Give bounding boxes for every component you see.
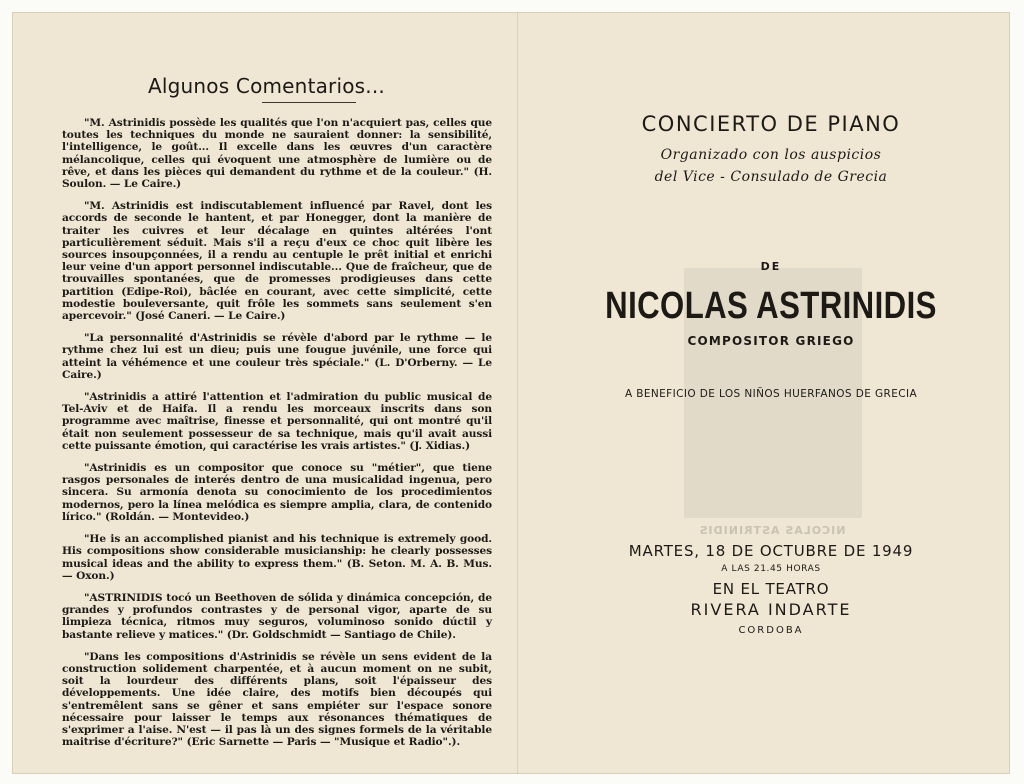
comments-panel: [62, 72, 492, 758]
benefit-line: A BENEFICIO DE LOS NIÑOS HUERFANOS DE GRECIA: [624, 388, 918, 400]
venue-name: RIVERA INDARTE: [690, 600, 852, 619]
comment-seton: "He is an accomplished pianist and his technique is extremely good. His compositions show considerable musicianship: he clearly possesses musical ideas and the ability to express them." (B. Seton. M. A. B. Mus. — Oxon.): [62, 533, 492, 582]
auspices-line-1: Organizado con los auspicios: [660, 147, 882, 163]
show-through-caption: NICOLAS ASTRINIDIS: [698, 524, 846, 537]
program-sheet: [12, 12, 1010, 774]
concert-date: MARTES, 18 DE OCTUBRE DE 1949: [628, 542, 914, 560]
comment-xidias: "Astrinidis a attiré l'attention et l'admiration du public musical de Tel-Aviv et de Haifa. Il a rendu les morceaux inscrits dans son programme avec maîtrise, finesse et personnalité, qui ont montré qu'il était non seulement possesseur de sa technique, mais qu'il avait aussi cette puissante émotion, qui caractérise les vrais artistes." (J. Xidias.): [62, 391, 492, 452]
title-underline: [262, 102, 356, 103]
comment-sarnette: "Dans les compositions d'Astrinidis se révèle un sens evident de la construction solidement charpentée, et à aucun moment on ne subit, soit la lourdeur des différents plans, soit l'épaisseur des développements. Une idée claire, des motifs bien découpés qui s'entremêlent sans se gêner et sans empiéter sur l'espace sonore nécessaire pour laisser le temps aux résonances thématiques de s'exprimer a l'aise. N'est — il pas là un des signes formels de la véritable maitrise d'écriture?" (Eric Sarnette — Paris — "Musique et Radio".).: [62, 650, 492, 749]
comment-soulon: "M. Astrinidis possède les qualités que l'on n'acquiert pas, celles que toutes les techniques du monde ne sauraient donner: la sensibilité, l'intelligence, le goût... Il excelle dans les œuvres d'un caractère mélancolique, celles qui évoquent une atmosphère de lumière ou de rêve, et dans les pièces qui demandent du rythme et de la couleur." (H. Soulon. — Le Caire.): [62, 117, 492, 191]
comment-dorberny: "La personnalité d'Astrinidis se révèle d'abord par le rythme — le rythme chez lui est un dieu; puis une fougue juvénile, une force qui atteint la véhémence et une couleur très spéciale." (L. D'Orberny. — Le Caire.): [62, 332, 492, 381]
city: CORDOBA: [738, 625, 804, 636]
concert-title: CONCIERTO DE PIANO: [641, 112, 901, 136]
venue-line-1: EN EL TEATRO: [712, 580, 830, 598]
comment-caneri: "M. Astrinidis est indiscutablement influencé par Ravel, dont les accords de seconde le hantent, et par Honegger, dont la manière de traiter les cuivres et leur décalage en quintes altérées l'ont particulièrement séduit. Mais s'il a reçu d'eux ce choc quit libère les sources insoupçonnées, il a rendu au centuple le prêt initial et enrichi leur veine d'un apport personnel indiscutable... Que de fraîcheur, que de trouvailles spontanées, que de promesses prodigieuses dans cette partition (Edipe-Roi), bâclée en courant, avec cette simplicité, cette modestie bouleversante, quit frôle les sommets sans seulement s'en apercevoir." (José Caneri. — Le Caire.): [62, 200, 492, 323]
concert-time: A LAS 21.45 HORAS: [721, 564, 821, 574]
cover-panel: [532, 102, 1010, 636]
composer-subtitle: COMPOSITOR GRIEGO: [687, 334, 855, 348]
comment-goldschmidt: "ASTRINIDIS tocó un Beethoven de sólida y dinámica concepción, de grandes y profundos contrastes y de personal vigor, aparte de su limpieza técnica, ritmos muy seguros, voluminoso sonido dúctil y bastante relieve y matices." (Dr. Goldschmidt — Santiago de Chile).: [62, 591, 492, 641]
de-label: DE: [760, 260, 782, 273]
auspices-line-2: del Vice - Consulado de Grecia: [654, 169, 888, 185]
comments-title: Algunos Comentarios...: [148, 74, 385, 98]
center-fold: [517, 12, 518, 774]
composer-name: NICOLAS ASTRINIDIS: [605, 285, 937, 327]
comment-roldan: "Astrinidis es un compositor que conoce su "métier", que tiene rasgos personales de interés dentro de una musicalidad ingenua, pero sincera. Su armonía denota su conocimiento de los procedimientos modernos, pero la línea melódica es siempre amplia, clara, de contenido lírico." (Roldán. — Montevideo.): [62, 462, 492, 523]
